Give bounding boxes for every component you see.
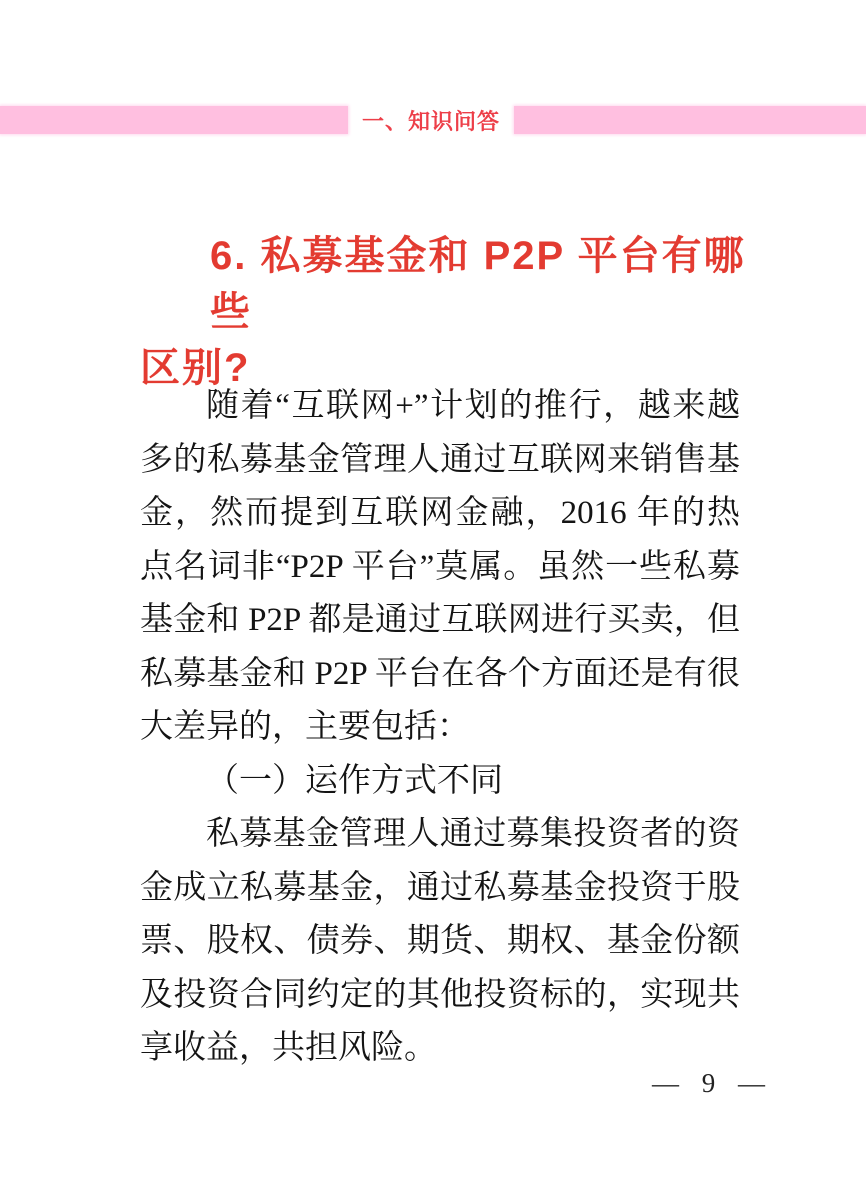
paragraph-operation-mode-detail: 私募基金管理人通过募集投资者的资金成立私募基金，通过私募基金投资于股票、股权、债券、期货、期权、基金份额及投资合同约定的其他投资标的，实现共享收益，共担风险。 (140, 816, 740, 1066)
question-heading-line-1: 6. 私募基金和 P2P 平台有哪些 (210, 234, 746, 334)
page-number: — 9 — (652, 1068, 773, 1098)
question-heading (140, 228, 746, 396)
paragraph-subheading-operation-mode: （一）运作方式不同 (206, 762, 503, 799)
header-section-label: 一、知识问答 (361, 108, 500, 134)
page-header (0, 106, 866, 134)
question-heading-line-2: 区别? (140, 346, 251, 390)
header-band-left (0, 106, 348, 134)
header-band-right (514, 106, 866, 134)
paragraph-intro: 随着“互联网+”计划的推行，越来越多的私募基金管理人通过互联网来销售基金，然而提到互联网金融，2016 年的热点名词非“P2P 平台”莫属。虽然一些私募基金和 P2P 都是通过互联网进行买卖，但私募基金和 P2P 平台在各个方面还是有很大差异的，主要包括： (140, 388, 740, 745)
body-text-block (140, 380, 740, 1076)
